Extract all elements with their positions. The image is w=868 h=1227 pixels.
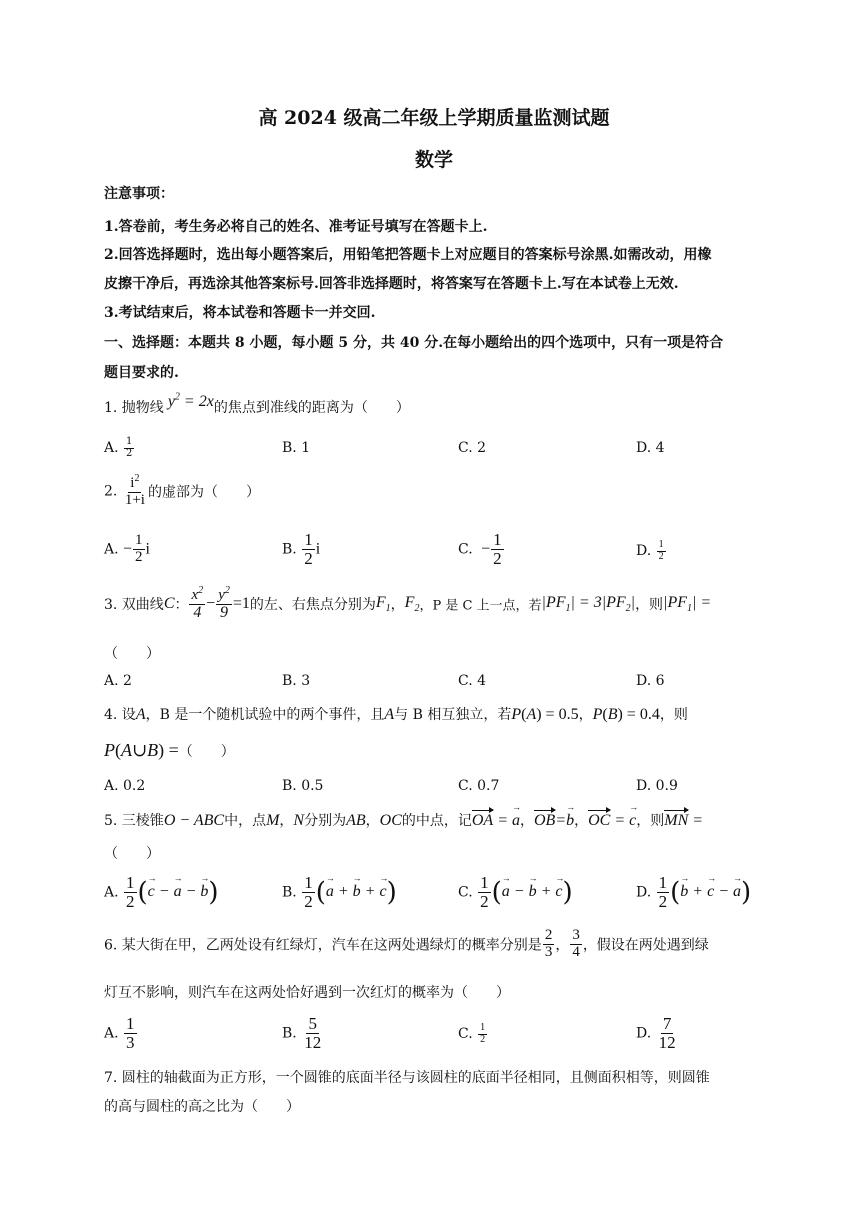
question-2: 2. $\frac{i^2}{1+i}$ 的虚部为（ ）	[104, 473, 260, 508]
q1-option-b: B. 1	[282, 440, 311, 456]
q3-option-b: B. 3	[282, 673, 311, 689]
question-3: 3. 双曲线C： $\frac{x^2}{4}$ − $\frac{y^2}{9}$ =1的左、右焦点分别为$F_1$，$F_2$，P 是 C 上一点，若$|PF_1| = 3|PF_2|$，则$|PF_1|$ =	[104, 585, 712, 621]
q3-option-a: A. 2	[104, 673, 132, 689]
question-7-line-1: 7. 圆柱的轴截面为正方形，一个圆锥的底面半径与该圆柱的底面半径相同，且侧面积相等，则圆锥	[104, 1070, 710, 1086]
exam-title: 高 2024 级高二年级上学期质量监测试题	[258, 107, 610, 129]
q4-option-c: C. 0.7	[458, 778, 500, 794]
q2-fraction: $\frac{i^2}{1+i}$	[124, 473, 145, 508]
q6-option-b: B. $\frac{5}{12}$	[282, 1014, 322, 1052]
q5-blank: （ ）	[104, 846, 160, 862]
question-7-line-2: 的高与圆柱的高之比为（ ）	[104, 1099, 300, 1115]
q1-formula: $y^2 = 2x$	[163, 391, 214, 410]
notice-line-3: 皮擦干净后，再选涂其他答案标号.回答非选择题时，将答案写在答题卡上.写在本试卷上无效.	[104, 276, 679, 292]
q2-option-b: B. $\frac{1}{2}$ i	[282, 530, 321, 568]
q2-option-c: C. − $\frac{1}{2}$	[458, 530, 502, 568]
question-5: 5. 三棱锥O − ABC中，点M，N分别为AB，OC的中点，记OA = → a，OB=→ b，OC = → c，则MN =	[104, 810, 703, 830]
q1-option-a-fraction: $\frac{1}{2}$	[126, 436, 133, 459]
q3-option-d: D. 6	[636, 673, 665, 689]
question-6: 6. 某大街在甲，乙两处设有红绿灯，汽车在这两处遇绿灯的概率分别是 $\frac{2}{3}$ ， $\frac{3}{4}$ ，假设在两处遇到绿	[104, 927, 709, 960]
q1-option-d: D. 4	[636, 440, 665, 456]
question-4: 4. 设A，B 是一个随机试验中的两个事件，且A与 B 相互独立，若P(A) = 0.5，P(B) = 0.4，则	[104, 706, 688, 723]
q1-option-a: A. $\frac{1}{2}$	[104, 436, 133, 459]
q5-option-c: C. $\frac{1}{2}$ (→ a − → b + → c)	[458, 874, 573, 911]
question-1	[104, 391, 410, 417]
q2-option-a: A. − $\frac{1}{2}$ i	[104, 532, 150, 565]
q4-option-b: B. 0.5	[282, 778, 324, 794]
q1-option-c: C. 2	[458, 440, 487, 456]
q4-option-d: D. 0.9	[636, 778, 678, 794]
notice-line-4: 3.考试结束后，将本试卷和答题卡一并交回.	[104, 305, 376, 321]
q6-option-c: C. $\frac{1}{2}$	[458, 1022, 486, 1045]
q3-blank: （ ）	[104, 646, 160, 662]
q4-line-2: P(A∪B) =（ ）	[104, 740, 235, 760]
notice-heading: 注意事项：	[104, 186, 174, 202]
q5-option-b: B. $\frac{1}{2}$ (→ a + → b + → c)	[282, 874, 397, 911]
q6-option-a: A. $\frac{1}{3}$	[104, 1014, 135, 1052]
q1-prefix: 1. 抛物线	[104, 400, 164, 416]
q5-option-d: D. $\frac{1}{2}$ (→ b + → c − → a)	[636, 874, 751, 911]
q3-option-c: C. 4	[458, 673, 487, 689]
q2-option-d: D. $\frac{1}{2}$	[636, 539, 664, 562]
section-heading-line-1: 一、选择题：本题共 8 小题，每小题 5 分，共 40 分.在每小题给出的四个选项中，只有一项是符合	[104, 335, 724, 351]
q6-line-2: 灯互不影响，则汽车在这两处恰好遇到一次红灯的概率为（ ）	[104, 985, 510, 1001]
q5-option-a: A. $\frac{1}{2}$ (→ c − → a − → b)	[104, 874, 219, 911]
notice-line-2: 2.回答选择题时，选出每小题答案后，用铅笔把答题卡上对应题目的答案标号涂黑.如需改动，用橡	[104, 247, 712, 263]
notice-line-1: 1.答卷前，考生务必将自己的姓名、准考证号填写在答题卡上.	[104, 219, 488, 235]
exam-subject: 数学	[414, 149, 453, 171]
q6-option-d: D. $\frac{7}{12}$	[636, 1014, 676, 1052]
q1-suffix: 的焦点到准线的距离为（ ）	[213, 400, 410, 416]
section-heading-line-2: 题目要求的.	[104, 365, 179, 381]
q4-option-a: A. 0.2	[104, 778, 146, 794]
